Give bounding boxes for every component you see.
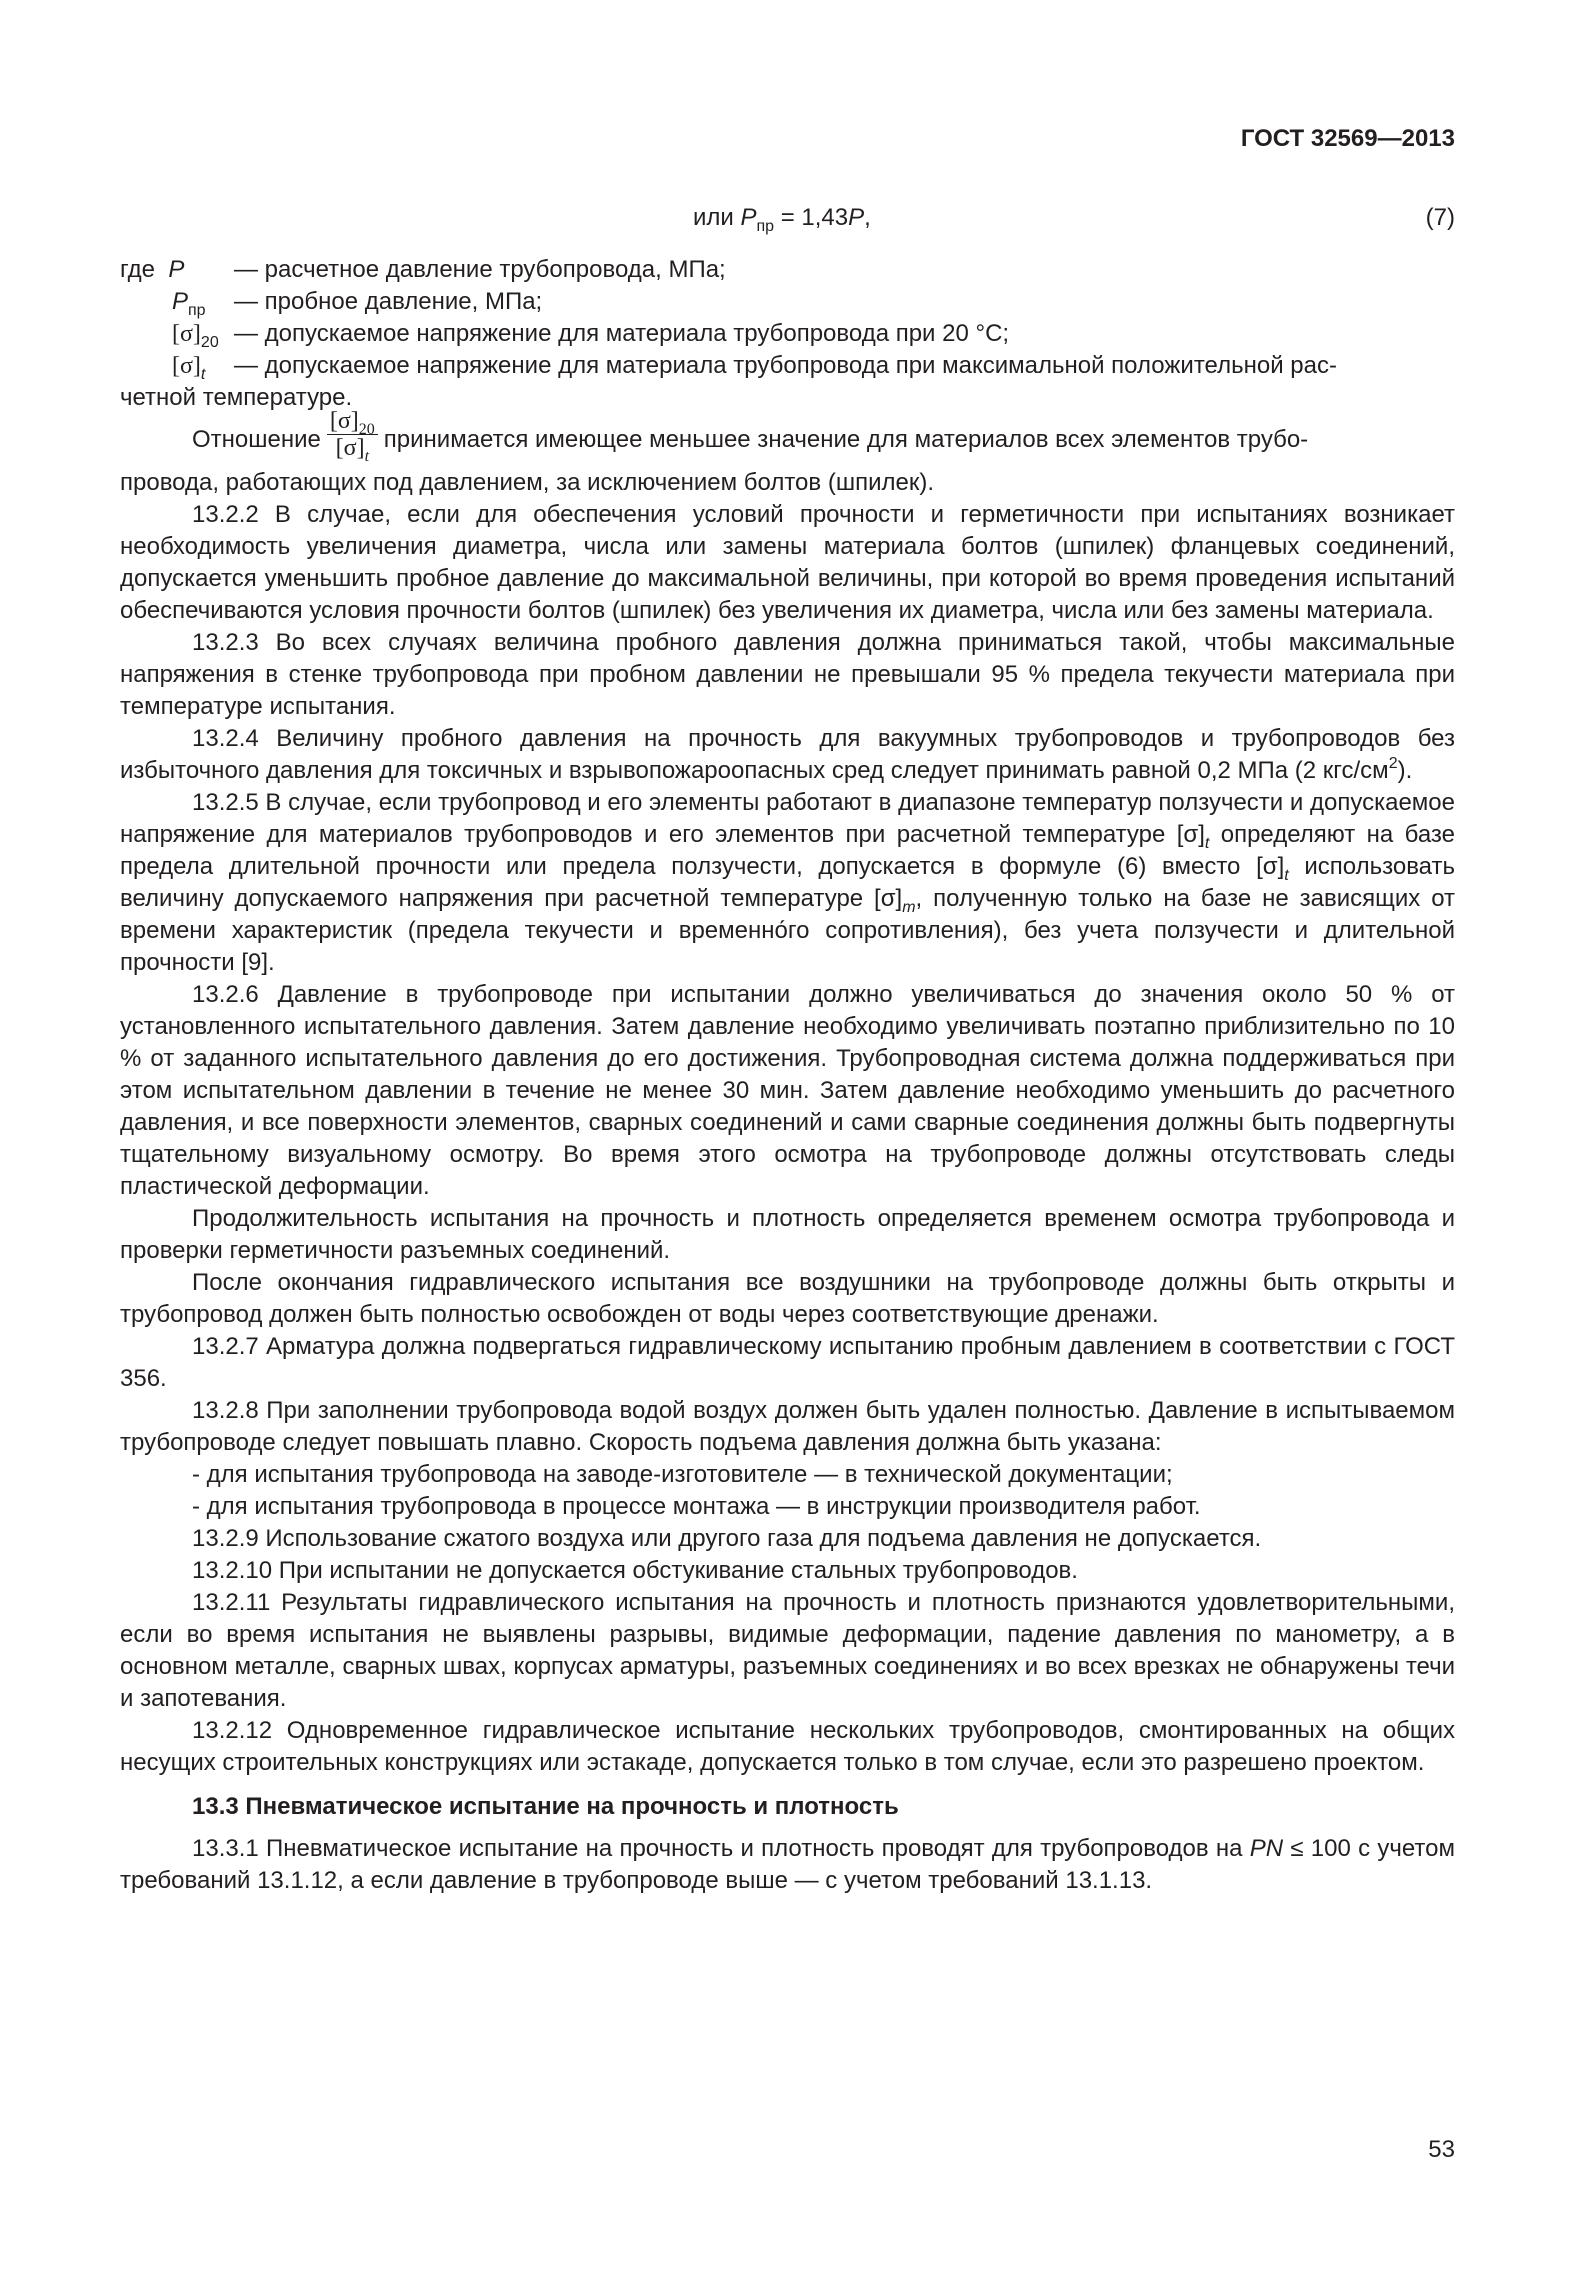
list-item: - для испытания трубопровода в процессе монтажа — в инструкции производителя работ. [192,1493,1201,1520]
paragraph-13-2-10: 13.2.10 При испытании не допускается обстукивание стальных трубопроводов. [192,1557,1078,1584]
paragraph-13-2-11: 13.2.11 Результаты гидравлического испытания на прочность и плотность признаются удовлетворительными, если во время испытания не выявлены разрывы, видимые деформации, падение давления по манометру, а в основном металле, сварных швах, корпусах арматуры, разъемных соединениях и во всех врезках не обнаружены течи и запотевания. [120,1589,1455,1712]
paragraph-13-2-3: 13.2.3 Во всех случаях величина пробного давления должна приниматься такой, чтобы максимальные напряжения в стенке трубопровода при пробном давлении не превышали 95 % предела текучести материала при температуре испытания. [120,629,1455,720]
paragraph-13-2-6: 13.2.6 Давление в трубопроводе при испытании должно увеличиваться до значения около 50 % от установленного испытательного давления. Затем давление необходимо увеличивать поэтапно приблизительно по 10 % от заданного испытательного давления до его достижения. Трубопроводная система должна поддерживаться при этом испытательном давлении в течение не менее 30 мин. Затем давление необходимо уменьшить до расчетного давления, и все поверхности элементов, сварных соединений и сами сварные соединения должны быть подвергнуты тщательному визуальному осмотру. Во время этого осмотра на трубопроводе должны отсутствовать следы пластической деформации. [120,981,1455,1200]
where-item: $[\sigma]_t$ — допускаемое напряжение для материала трубопровода при максимальной положительной рас- [172,352,1337,383]
paragraph-13-2-7: 13.2.7 Арматура должна подвергаться гидравлическому испытанию пробным давлением в соответствии с ГОСТ 356. [120,1333,1455,1392]
list-item: - для испытания трубопровода на заводе-изготовителе — в технической документации; [192,1461,1173,1488]
formula-7 [120,202,1455,234]
paragraph-13-2-9: 13.2.9 Использование сжатого воздуха или другого газа для подъема давления не допускается. [192,1525,1262,1552]
where-item: $[\sigma]_{20}$ — допускаемое напряжение для материала трубопровода при 20 °С; [172,320,1010,351]
ratio-fraction: $\frac{[\sigma]_{20}}{[\sigma]_t}$ [327,408,378,461]
where-list [120,254,1455,414]
formula-expression: или $P_{пр} = 1,43P$, [693,204,871,235]
where-item: $P_{пр}$ — пробное давление, МПа; [172,288,543,319]
document-body [120,254,1455,1897]
paragraph-13-2-4: 13.2.4 Величину пробного давления на прочность для вакуумных трубопроводов и трубопроводов без избыточного давления для токсичных и взрывопожароопасных сред следует принимать равной 0,2 МПа (2 кгс/$см^2$). [120,725,1455,784]
ratio-continuation: провода, работающих под давлением, за исключением болтов (шпилек). [120,469,934,496]
page-number: 53 [1428,2136,1455,2163]
where-item: где P — расчетное давление трубопровода, МПа; [120,256,726,283]
where-continuation: четной температуре. [120,384,353,411]
paragraph-13-2-2: 13.2.2 В случае, если для обеспечения условий прочности и герметичности при испытаниях возникает необходимость увеличения диаметра, числа или замены материала болтов (шпилек) фланцевых соединений, допускается уменьшить пробное давление до максимальной величины, при которой во время проведения испытаний обеспечиваются условия прочности болтов (шпилек) без увеличения их диаметра, числа или без замены материала. [120,501,1455,624]
paragraph-13-2-12: 13.2.12 Одновременное гидравлическое испытание нескольких трубопроводов, смонтированных на общих несущих строительных конструкциях или эстакаде, допускается только в том случае, если это разрешено проектом. [120,1717,1455,1776]
ratio-paragraph: Отношение $\frac{[\sigma]_{20}}{[\sigma]_t}$ принимается имеющее меньшее значение для материалов всех элементов трубо- [192,408,1309,465]
section-heading-13-3: 13.3 Пневматическое испытание на прочность и плотность [192,1793,899,1820]
formula-number: (7) [1425,204,1455,231]
paragraph-duration: Продолжительность испытания на прочность и плотность определяется временем осмотра трубопровода и проверки герметичности разъемных соединений. [120,1205,1455,1264]
paragraph-after-test: После окончания гидравлического испытания все воздушники на трубопроводе должны быть открыты и трубопровод должен быть полностью освобожден от воды через соответствующие дренажи. [120,1269,1455,1328]
document-id-header: ГОСТ 32569—2013 [1240,125,1455,152]
paragraph-13-2-8: 13.2.8 При заполнении трубопровода водой воздух должен быть удален полностью. Давление в испытываемом трубопроводе следует повышать плавно. Скорость подъема давления должна быть указана: [120,1397,1455,1456]
paragraph-13-3-1: 13.3.1 Пневматическое испытание на прочность и плотность проводят для трубопроводов на PN ≤ 100 с учетом требований 13.1.12, а если давление в трубопроводе выше — с учетом требований 13.1.13. [120,1835,1455,1894]
paragraph-13-2-5: 13.2.5 В случае, если трубопровод и его элементы работают в диапазоне температур ползучести и допускаемое напряжение для материалов трубопроводов и его элементов при расчетной температуре $[\sigma]_t$ определяют на базе предела длительной прочности или предела ползучести, допускается в формуле (6) вместо $[\sigma]_t$ использовать величину допускаемого напряжения при расчетной температуре $[\sigma]_m$, полученную только на базе не зависящих от времени характеристик (предела текучести и временно́го сопротивления), без учета ползучести и длительной прочности [9]. [120,789,1456,976]
